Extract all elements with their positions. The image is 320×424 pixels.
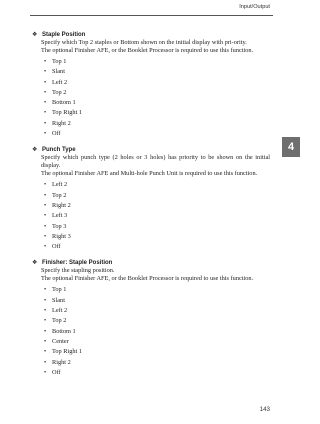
list-item: • Left 2 [44, 78, 270, 88]
diamond-bullet-icon: ❖ [32, 32, 38, 38]
list-item: • Right 3 [44, 232, 270, 242]
list-item: • Top 3 [44, 222, 270, 232]
header-rule [30, 15, 273, 16]
section-heading: Finisher: Staple Position [42, 260, 113, 267]
section-requirement: The optional Finisher AFE, or the Booklet Processor is required to use this function. [41, 47, 254, 54]
list-item: • Off [44, 129, 270, 139]
section-title [32, 146, 270, 154]
list-item: • Right 2 [44, 201, 270, 211]
page-content [32, 31, 270, 385]
diamond-bullet-icon: ❖ [32, 147, 38, 154]
list-item: • Off [44, 242, 270, 252]
section-description: Specify which Top 2 staples or Bottom shown on the initial display with pri-ority. [41, 39, 247, 46]
section-title [32, 31, 270, 39]
list-item: • Bottom 1 [44, 327, 270, 337]
list-item: • Right 2 [44, 119, 270, 129]
option-list [32, 285, 270, 378]
section-heading: Staple Position [42, 32, 86, 38]
list-item: • Top 2 [44, 191, 270, 201]
list-item: • Top 2 [44, 316, 270, 326]
list-item: • Slant [44, 67, 270, 77]
list-item: • Right 2 [44, 358, 270, 368]
section-title [32, 259, 270, 267]
list-item: • Top Right 1 [44, 108, 270, 118]
list-item: • Top 1 [44, 285, 270, 295]
list-item: • Slant [44, 296, 270, 306]
page-number: 143 [259, 406, 270, 413]
section-staple-position [32, 31, 270, 139]
list-item: • Top 1 [44, 57, 270, 67]
section-requirement: The optional Finisher AFE and Multi-hole Punch Unit is required to use this function. [41, 170, 258, 178]
list-item: • Left 2 [44, 306, 270, 316]
list-item: • Center [44, 337, 270, 347]
list-item: • Off [44, 368, 270, 378]
list-item: • Top 2 [44, 88, 270, 98]
list-item: • Left 2 [44, 180, 270, 190]
diamond-bullet-icon: ❖ [32, 260, 38, 267]
list-item: • Top Right 1 [44, 347, 270, 357]
section-description: Specify the stapling position. [41, 267, 115, 275]
section-finisher-staple-position [32, 259, 270, 378]
chapter-tab: 4 [282, 137, 300, 157]
running-header: Input/Output [239, 4, 270, 10]
option-list [32, 180, 270, 252]
section-requirement: The optional Finisher AFE, or the Booklet Processor is required to use this function. [41, 275, 254, 283]
list-item: • Bottom 1 [44, 98, 270, 108]
list-item: • Left 3 [44, 211, 270, 221]
section-heading: Punch Type [42, 147, 76, 154]
section-description: Specify which punch type (2 holes or 3 holes) has priority to be shown on the initial display. [41, 154, 270, 170]
section-punch-type [32, 146, 270, 252]
option-list [32, 57, 270, 139]
